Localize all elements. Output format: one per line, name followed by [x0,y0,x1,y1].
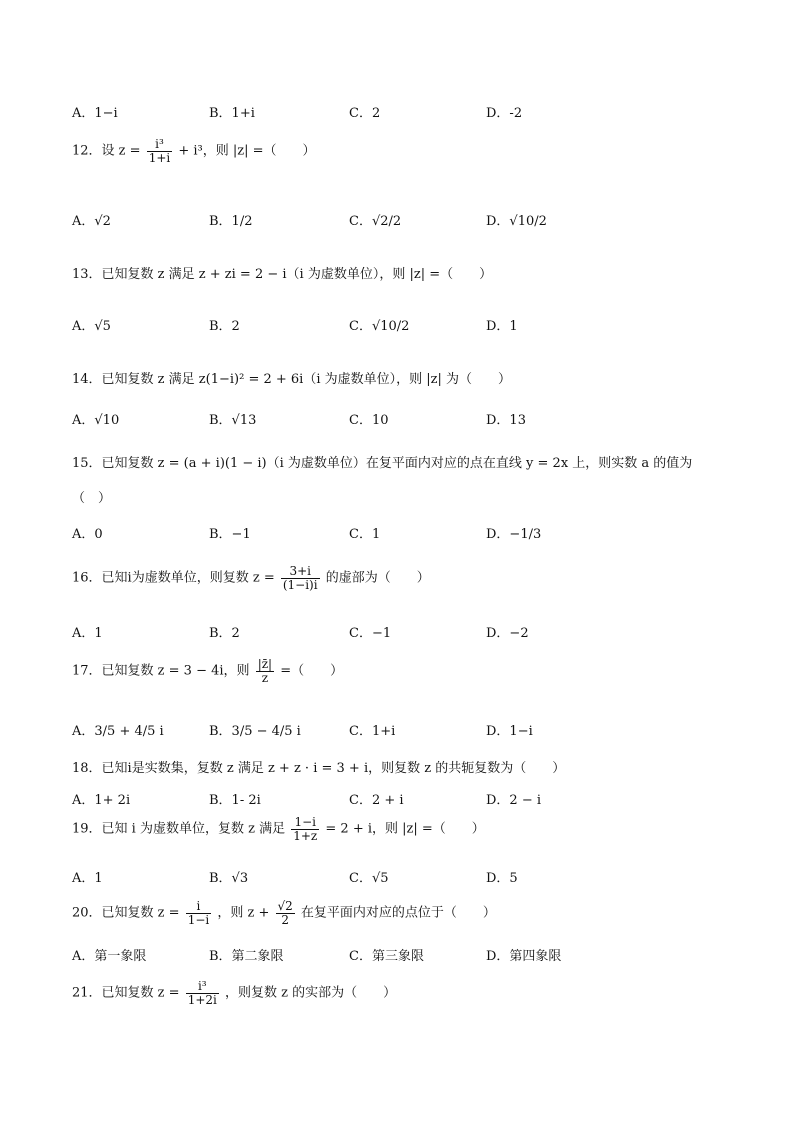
q19-fraction [291,816,319,842]
q17-option-d[interactable]: D．1−i [486,724,533,739]
q12-option-d[interactable]: D．√10/2 [486,214,547,229]
q17-fraction [256,658,274,684]
q12-frac-den: 1+i [148,150,171,165]
q21-frac-den: 1+2i [187,992,217,1007]
q12-option-c[interactable]: C．√2/2 [349,214,402,229]
q20-frac1-num: i [196,899,201,913]
q14-stem: 14．已知复数 z 满足 z(1−i)² = 2 + 6i（i 为虚数单位），则 |z| 为（ ） [72,372,511,387]
q16-fraction [281,565,320,591]
q12-frac-num: i³ [155,137,164,151]
q18-option-b[interactable]: B．1- 2i [209,793,261,808]
q20-fraction-1 [186,900,212,926]
q21-frac-num: i³ [197,979,207,993]
q14-option-b[interactable]: B．√13 [209,413,257,428]
q15-stem-line1: 15．已知复数 z = (a + i)(1 − i)（i 为虚数单位）在复平面内对应的点在直线 y = 2x 上，则实数 a 的值为 [72,456,693,471]
q20-option-b[interactable]: B．第二象限 [209,949,284,964]
q20-frac2-den: 2 [276,913,295,927]
q15-option-d[interactable]: D．−1/3 [486,527,542,542]
q20-stem-mid: ，则 z + [217,905,274,921]
q21-stem-post: ，则复数 z 的实部为（ ） [225,985,397,1001]
q11-option-a[interactable]: A．1−i [72,106,118,121]
q19-option-b[interactable]: B．√3 [209,871,249,886]
q15-option-b[interactable]: B．−1 [209,527,251,542]
q19-stem-post: = 2 + i，则 |z| =（ ） [325,821,485,837]
q18-option-a[interactable]: A．1+ 2i [72,793,131,808]
q17-option-b[interactable]: B．3/5 − 4/5 i [209,724,301,739]
q20-option-c[interactable]: C．第三象限 [349,949,424,964]
q16-frac-num: 3+i [289,564,311,578]
q15-stem-line2: （ ） [72,491,112,506]
q13-option-d[interactable]: D．1 [486,319,518,334]
q18-option-c[interactable]: C．2 + i [349,793,404,808]
q16-option-d[interactable]: D．−2 [486,626,529,641]
q20-stem-post: 在复平面内对应的点位于（ ） [300,905,496,921]
q17-stem-pre: 17．已知复数 z = 3 − 4i，则 [72,663,250,679]
q13-option-a[interactable]: A．√5 [72,319,111,334]
q17-option-c[interactable]: C．1+i [349,724,396,739]
q19-option-d[interactable]: D．5 [486,871,518,886]
q20-option-a[interactable]: A．第一象限 [72,949,147,964]
q18-stem: 18．已知i是实数集，复数 z 满足 z + z · i = 3 + i，则复数 z 的共轭复数为（ ） [72,761,566,776]
q14-option-a[interactable]: A．√10 [72,413,120,428]
q14-option-c[interactable]: C．10 [349,413,389,428]
q15-option-a[interactable]: A．0 [72,527,103,542]
q18-option-d[interactable]: D．2 − i [486,793,542,808]
q20-fraction-2 [276,900,295,926]
q12-stem-post: + i³，则 |z| =（ ） [178,143,316,159]
q12-stem-pre: 12．设 z = [72,143,145,159]
q17-frac-den: z [256,671,274,685]
q19-stem-pre: 19．已知 i 为虚数单位，复数 z 满足 [72,821,286,837]
q17-option-a[interactable]: A．3/5 + 4/5 i [72,724,164,739]
q16-option-a[interactable]: A．1 [72,626,103,641]
q19-option-c[interactable]: C．√5 [349,871,389,886]
q13-option-c[interactable]: C．√10/2 [349,319,410,334]
q11-option-d[interactable]: D．-2 [486,106,523,121]
q20-stem-pre: 20．已知复数 z = [72,905,184,921]
q16-stem-pre: 16．已知i为虚数单位，则复数 z = [72,570,279,586]
q19-frac-den: 1+z [293,828,318,843]
q17-stem-post: =（ ） [280,663,344,679]
q15-option-c[interactable]: C．1 [349,527,381,542]
q16-option-c[interactable]: C．−1 [349,626,392,641]
q16-frac-den: (1−i)i [282,577,318,592]
q12-fraction [147,138,173,164]
q19-frac-num: 1−i [294,815,316,829]
q12-option-b[interactable]: B．1/2 [209,214,253,229]
q11-option-b[interactable]: B．1+i [209,106,255,121]
q19-option-a[interactable]: A．1 [72,871,103,886]
q16-stem-post: 的虚部为（ ） [325,570,430,586]
q20-frac2-num: √2 [277,899,293,913]
q13-option-b[interactable]: B．2 [209,319,240,334]
q20-option-d[interactable]: D．第四象限 [486,949,562,964]
q13-stem: 13．已知复数 z 满足 z + zi = 2 − i（i 为虚数单位），则 |z| =（ ） [72,267,493,282]
q21-stem-pre: 21．已知复数 z = [72,985,184,1001]
q17-frac-num: |z̄| [257,657,273,671]
q21-fraction [186,980,219,1006]
q14-option-d[interactable]: D．13 [486,413,526,428]
q16-option-b[interactable]: B．2 [209,626,240,641]
q12-option-a[interactable]: A．√2 [72,214,111,229]
q20-frac1-den: 1−i [187,912,210,927]
q11-option-c[interactable]: C．2 [349,106,381,121]
